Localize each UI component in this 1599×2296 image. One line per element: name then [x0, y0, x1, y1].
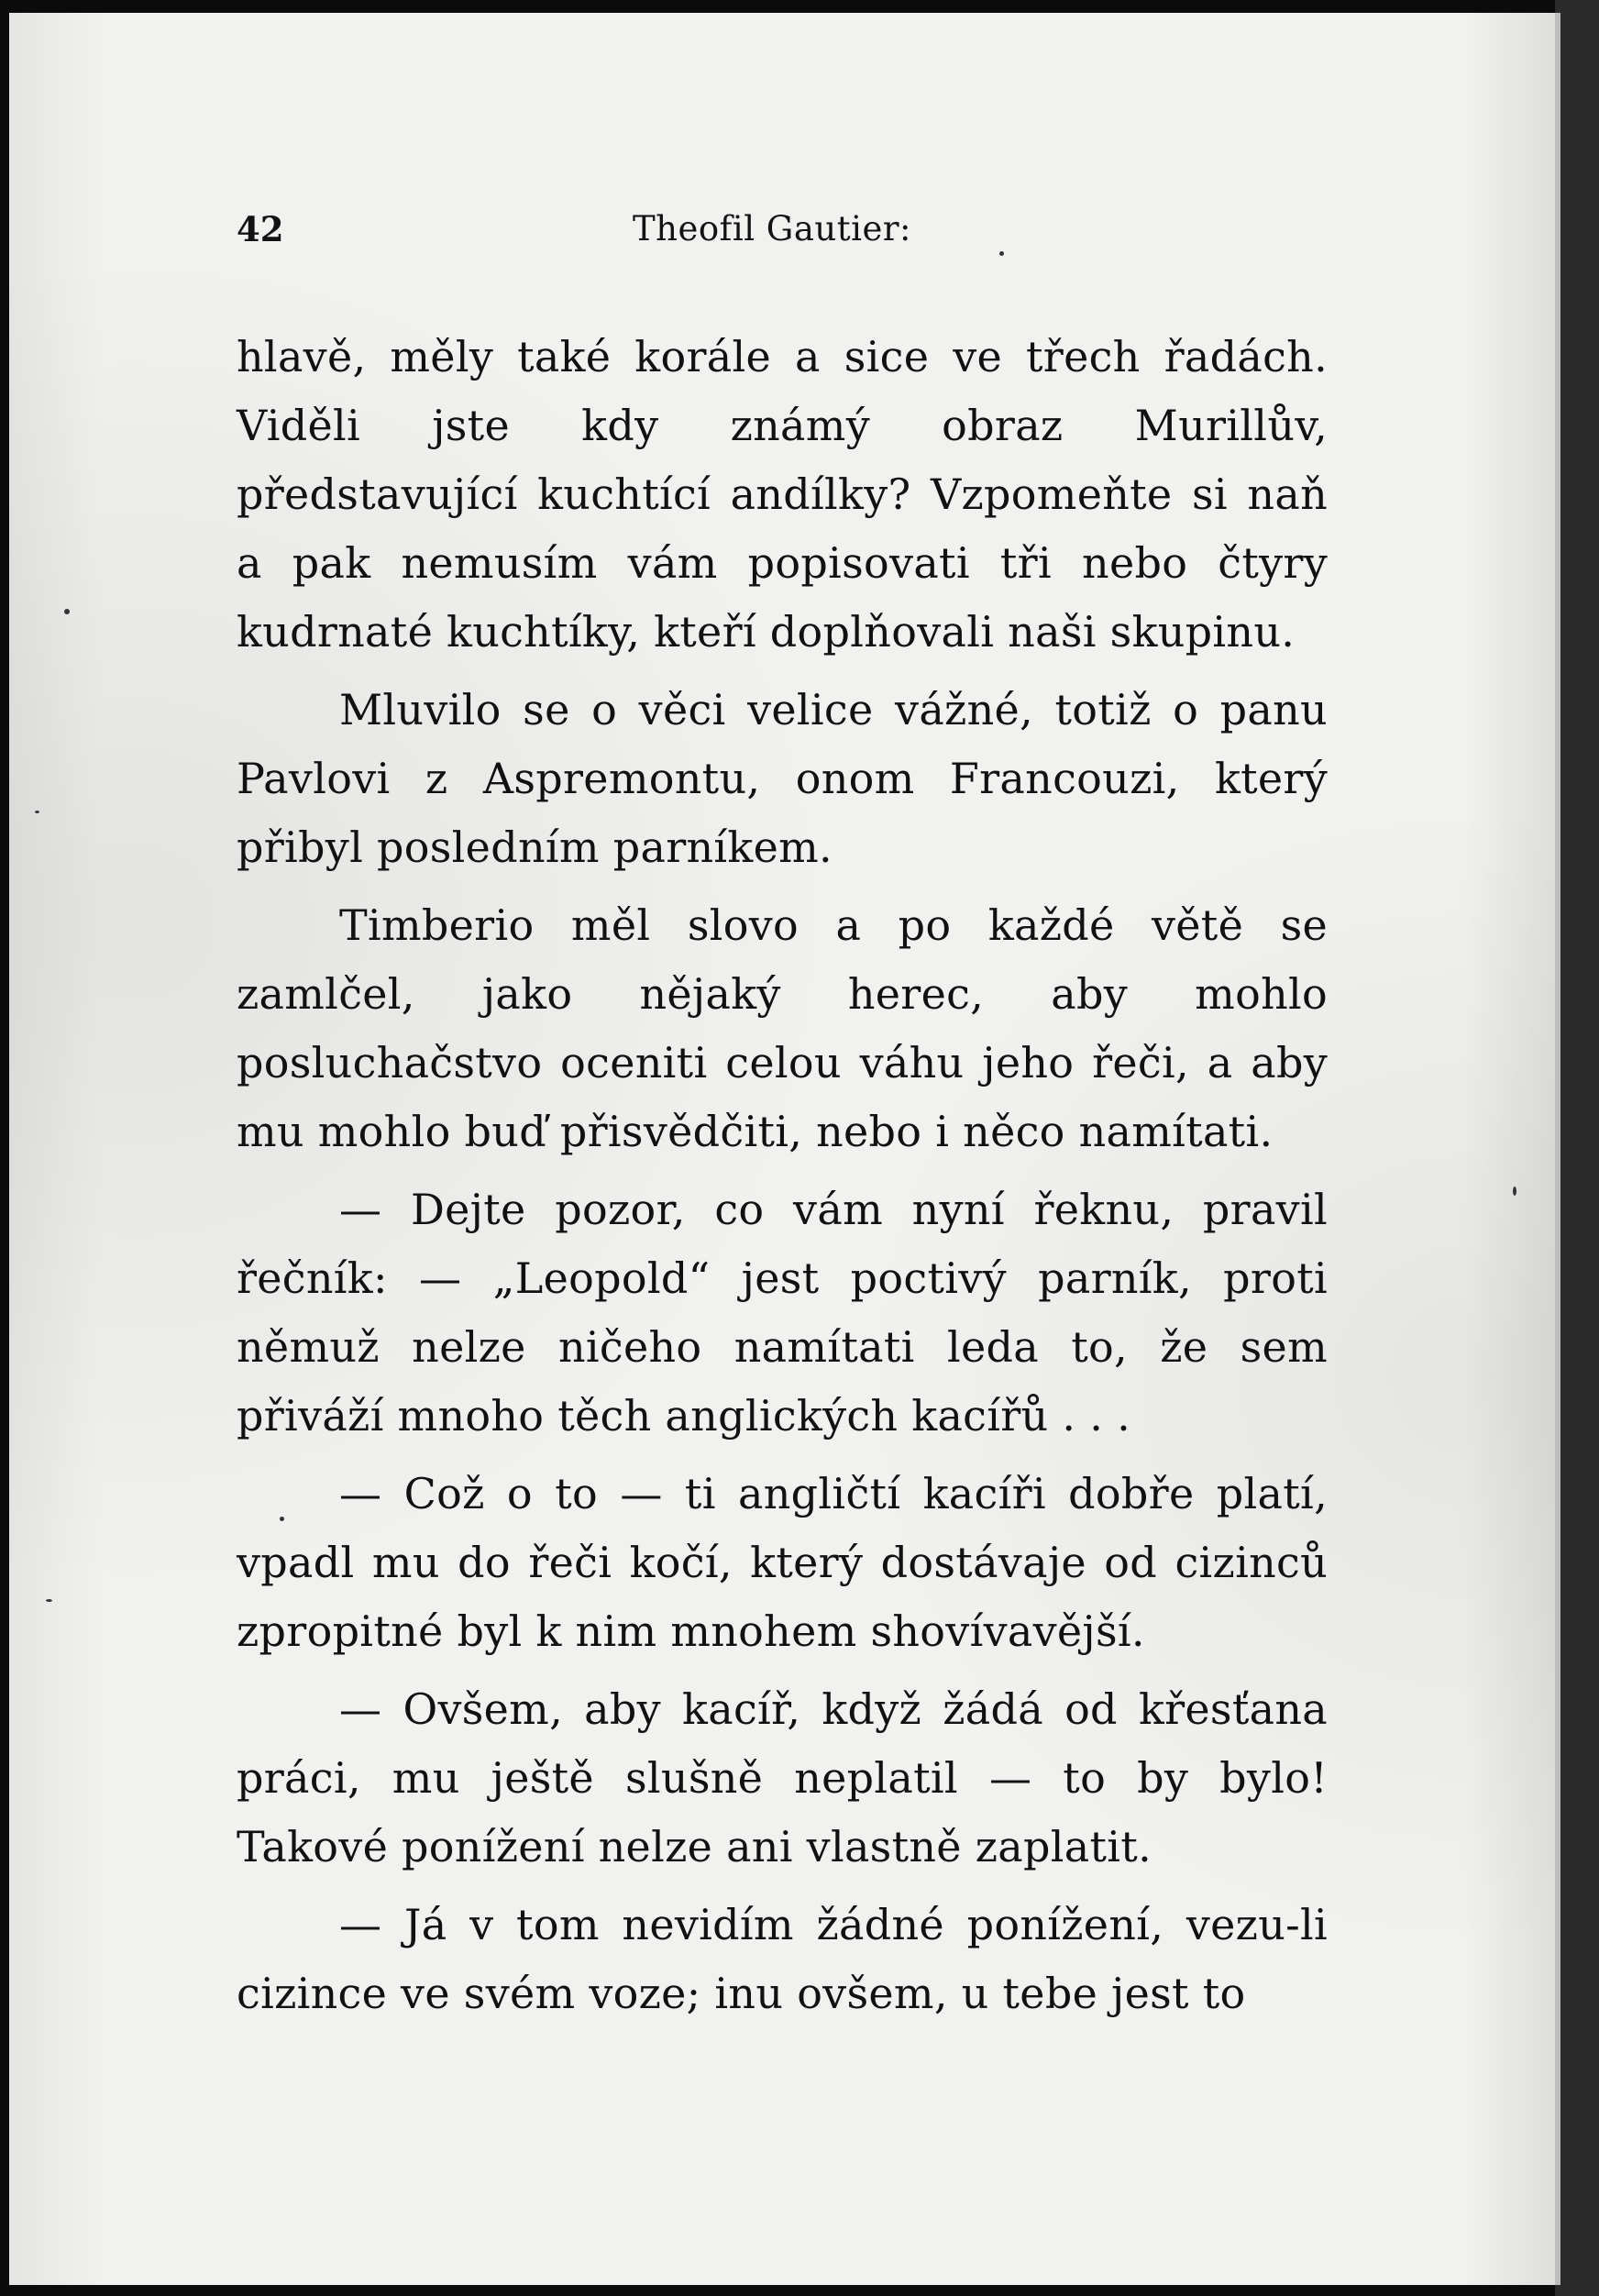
book-spine-edge [1555, 0, 1599, 2296]
paragraph: Mluvilo se o věci velice vážné, totiž o panu Pavlovi z Aspremontu, onom Francouzi, který přibyl posledním parníkem. [237, 685, 1328, 872]
paper-speck [1513, 1187, 1516, 1196]
running-head [237, 209, 1328, 264]
paragraph: — Ovšem, aby kacíř, když žádá od křesťana práci, mu ještě slušně neplatil — to by bylo! Takové ponížení nelze ani vlastně zaplatit. [237, 1684, 1328, 1871]
paper-speck [46, 1599, 52, 1602]
paragraph: — Což o to — ti angličtí kacíři dobře platí, vpadl mu do řeči kočí, který dostávaje od cizinců zpropitné byl k nim mnohem shovívavější. [237, 1469, 1328, 1656]
page-number: 42 [237, 209, 284, 249]
body-text [237, 323, 1328, 2037]
paragraph: hlavě, měly také korále a sice ve třech řadách. Viděli jste kdy známý obraz Murillův, představující kuchtící andílky? Vzpomeňte si naň a pak nemusím vám popisovati tři nebo čtyry kudrnaté kuchtíky, kteří doplňovali naši skupinu. [237, 332, 1328, 657]
paper-speck [64, 609, 70, 614]
running-title: Theofil Gautier: [633, 209, 911, 248]
paragraph: Timberio měl slovo a po každé větě se zamlčel, jako nějaký herec, aby mohlo posluchačstvo oceniti celou váhu jeho řeči, a aby mu mohlo buď přisvědčiti, nebo i něco namítati. [237, 900, 1328, 1156]
paper-speck [35, 811, 39, 813]
paragraph: — Já v tom nevidím žádné ponížení, vezu-li cizince ve svém voze; inu ovšem, u tebe jest to [237, 1900, 1328, 2018]
paragraph: — Dejte pozor, co vám nyní řeknu, pravil řečník: — „Leopold“ jest poctivý parník, proti němuž nelze ničeho namítati leda to, že sem přiváží mnoho těch anglických kacířů . . . [237, 1185, 1328, 1441]
